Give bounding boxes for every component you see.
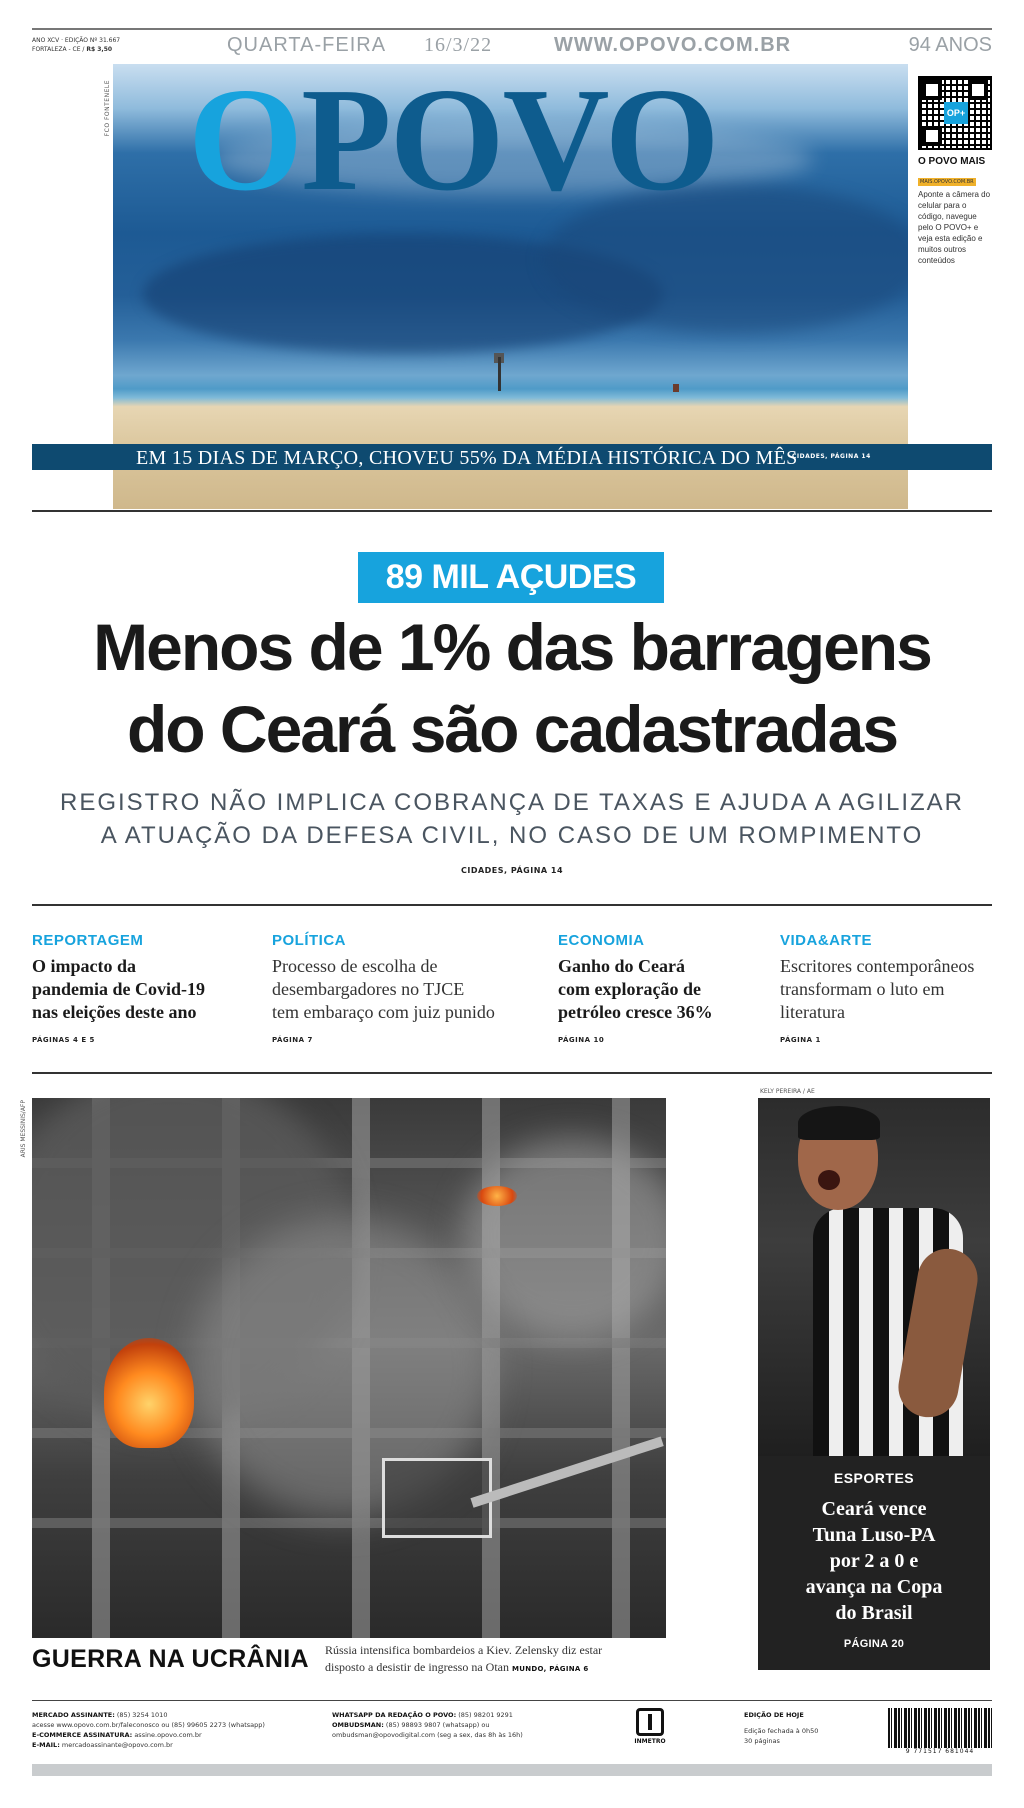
hero-photo-credit: FCO FONTENELE [104, 80, 111, 137]
qr-code-icon[interactable] [918, 76, 992, 150]
teaser-page: PÁGINAS 4 E 5 [32, 1036, 95, 1044]
sports-teaser[interactable] [758, 1456, 990, 1670]
teaser-section: REPORTAGEM [32, 932, 144, 949]
inmetro-icon [636, 1708, 664, 1736]
edition-info [32, 36, 120, 54]
sports-page-ref: PÁGINA 20 [843, 1638, 905, 1650]
edition-city: FORTALEZA - CE / [32, 46, 85, 53]
site-url[interactable]: WWW.OPOVO.COM.BR [554, 34, 792, 56]
footer-today-edition: EDIÇÃO DE HOJE Edição fechada à 0h50 30 páginas [744, 1711, 819, 1745]
sports-section: ESPORTES [833, 1470, 915, 1486]
qr-text: Aponte a câmera do celular para o código, navegue pelo O POVO+ e veja esta edição e muitos outros conteúdos [918, 190, 991, 265]
footer-newsroom-info: WHATSAPP DA REDAÇÃO O POVO: (85) 98201 9291 OMBUDSMAN: (85) 98893 9807 (whatsapp) ou ombudsman@opovodigital.com (seg a sex, das 8h às 16h) [332, 1711, 523, 1739]
teaser-economia[interactable] [558, 932, 748, 1044]
teaser-page: PÁGINA 1 [780, 1036, 821, 1044]
main-headline-line2: do Ceará são cadastradas [126, 692, 898, 766]
edition-number: ANO XCV · EDIÇÃO Nº 31.667 [32, 37, 121, 44]
main-subhead [32, 786, 992, 852]
qr-title: O POVO MAIS [918, 156, 986, 167]
war-photo[interactable] [32, 1098, 666, 1638]
teaser-text: Ganho do Ceará com exploração de petróleo cresce 36% [558, 956, 713, 1022]
divider [32, 1072, 992, 1074]
teaser-reportagem[interactable] [32, 932, 242, 1044]
war-photo-credit: ARIS MESSINIS/AFP [20, 1100, 27, 1158]
teaser-politica[interactable] [272, 932, 532, 1044]
footer-divider [32, 1700, 992, 1701]
sport-photo-credit: KELY PEREIRA / AE [760, 1088, 815, 1095]
divider [32, 904, 992, 906]
ecommerce-link[interactable]: assine.opovo.com.br [134, 1731, 202, 1739]
rain-story-band[interactable] [32, 444, 992, 470]
sport-photo[interactable] [758, 1098, 990, 1456]
newspaper-logo[interactable] [188, 58, 718, 222]
op-plus-badge: OP+ [944, 102, 968, 124]
issue-date: 16/3/22 [424, 34, 493, 56]
edition-price: R$ 3,50 [86, 46, 113, 53]
years-badge: 94 ANOS [908, 34, 992, 56]
email-link[interactable]: mercadoassinante@opovo.com.br [61, 1741, 173, 1749]
war-label[interactable]: GUERRA NA UCRÂNIA [32, 1645, 309, 1673]
main-headline-line1: Menos de 1% das barragens [93, 610, 931, 684]
main-subhead-line2: A ATUAÇÃO DA DEFESA CIVIL, NO CASO DE UM ROMPIMENTO [100, 822, 924, 849]
teaser-section: POLÍTICA [272, 932, 346, 949]
bottom-bar [32, 1764, 992, 1776]
divider [32, 510, 992, 512]
sports-headline: Ceará vence Tuna Luso-PA por 2 a 0 e avança na Copa do Brasil [805, 1498, 943, 1624]
rain-page-ref: CIDADES, PÁGINA 14 [792, 453, 871, 460]
main-kicker: 89 MIL AÇUDES [358, 552, 664, 603]
teaser-page: PÁGINA 10 [558, 1036, 605, 1044]
footer-subscriber-info: MERCADO ASSINANTE: (85) 3254 1010 acesse www.opovo.com.br/faleconosco ou (85) 99605 2273 (whatsapp) E-COMMERCE ASSINATURA: assine.opovo.com.br E-MAIL: mercadoassinante@opovo.com.br [32, 1711, 265, 1749]
weekday: QUARTA-FEIRA [227, 34, 387, 56]
teaser-text: Processo de escolha de desembargadores no TJCE tem embaraço com juiz punido [272, 956, 495, 1022]
inmetro-logo: INMETRO [628, 1708, 672, 1745]
teaser-page: PÁGINA 7 [272, 1036, 313, 1044]
qr-promo [918, 76, 994, 266]
main-page-ref: CIDADES, PÁGINA 14 [460, 866, 564, 875]
teaser-section: ECONOMIA [558, 932, 645, 949]
qr-site[interactable]: MAIS.OPOVO.COM.BR [920, 179, 974, 185]
barcode-icon [888, 1708, 992, 1748]
rain-headline: EM 15 DIAS DE MARÇO, CHOVEU 55% DA MÉDIA HISTÓRICA DO MÊS [136, 447, 798, 469]
barcode-number: 9 771517 681044 [905, 1748, 975, 1755]
teaser-section: VIDA&ARTE [780, 932, 873, 949]
war-page-ref: MUNDO, PÁGINA 6 [511, 1665, 589, 1673]
war-text: Rússia intensifica bombardeios a Kiev. Zelensky diz estar disposto a desistir de ingresso na Otan MUNDO, PÁGINA 6 [325, 1643, 603, 1674]
teaser-text: O impacto da pandemia de Covid-19 nas eleições deste ano [32, 956, 206, 1022]
teaser-text: Escritores contemporâneos transformam o luto em literatura [780, 956, 975, 1022]
main-subhead-line1: REGISTRO NÃO IMPLICA COBRANÇA DE TAXAS E AJUDA A AGILIZAR [59, 789, 964, 816]
main-headline[interactable] [32, 606, 992, 770]
teaser-vida-arte[interactable] [780, 932, 992, 1044]
logo-povo: POVO [301, 58, 718, 222]
logo-o: O [188, 58, 302, 222]
